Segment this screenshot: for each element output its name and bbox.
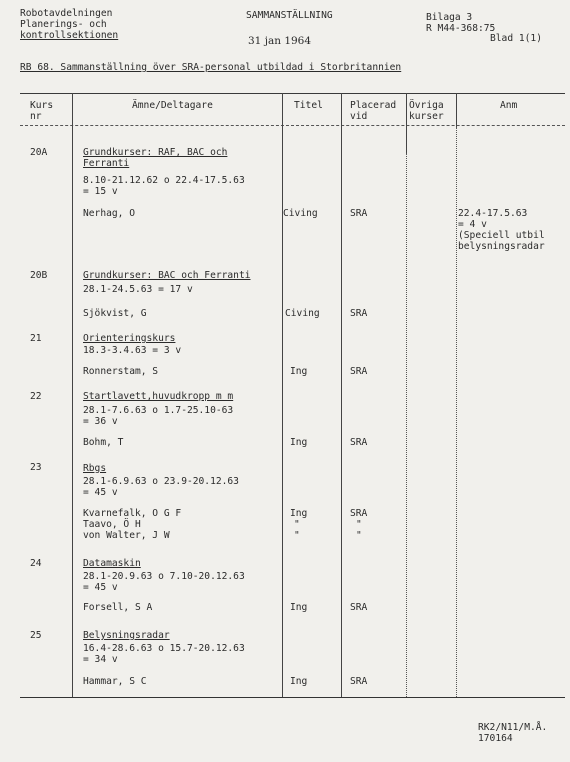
- footer-reference-line-2: 170164: [478, 733, 513, 744]
- course-number: 21: [30, 333, 42, 344]
- column-header-placerad-1: Placerad: [350, 100, 397, 111]
- row-note: (Speciell utbil: [458, 230, 545, 241]
- participant-name: von Walter, J W: [83, 530, 170, 541]
- column-divider: [282, 93, 283, 697]
- column-header-ovriga-2: kurser: [409, 111, 444, 122]
- column-header-anm: Anm: [500, 100, 518, 111]
- column-header-subject: Ämne/Deltagare: [132, 100, 213, 111]
- column-divider: [406, 153, 407, 697]
- participant-name: Nerhag, O: [83, 208, 135, 219]
- row-note: belysningsradar: [458, 241, 545, 252]
- table-bottom-border: [20, 697, 565, 698]
- participant-title: Ing: [290, 602, 308, 613]
- course-period: = 34 v: [83, 654, 118, 665]
- course-period: = 45 v: [83, 487, 118, 498]
- participant-name: Bohm, T: [83, 437, 124, 448]
- course-period: = 15 v: [83, 186, 118, 197]
- course-period: 28.1-6.9.63 o 23.9-20.12.63: [83, 476, 239, 487]
- participant-placed: ": [356, 519, 362, 530]
- participant-title: Ing: [290, 676, 308, 687]
- participant-placed: SRA: [350, 602, 368, 613]
- column-divider: [456, 93, 457, 127]
- course-period: 28.1-24.5.63 = 17 v: [83, 284, 193, 295]
- course-period: 28.1-20.9.63 o 7.10-20.12.63: [83, 571, 245, 582]
- header-right-line-2: R M44-368:75: [426, 23, 496, 34]
- course-number: 24: [30, 558, 42, 569]
- participant-title: Civing: [283, 208, 318, 219]
- course-name: Rbgs: [83, 463, 107, 474]
- participant-title: Ing: [290, 366, 308, 377]
- document-title: RB 68. Sammanställning över SRA-personal utbildad i Storbritannien: [20, 62, 402, 73]
- course-number: 23: [30, 462, 42, 473]
- header-right-line-1: Bilaga 3: [426, 12, 473, 23]
- participant-placed: SRA: [350, 437, 368, 448]
- participant-name: Taavo, Ö H: [83, 519, 141, 530]
- column-divider: [406, 93, 407, 153]
- participant-placed: SRA: [350, 308, 368, 319]
- course-number: 22: [30, 391, 42, 402]
- course-name: Startlavett,huvudkropp m m: [83, 391, 234, 402]
- participant-name: Hammar, S C: [83, 676, 147, 687]
- table-header-divider: [20, 125, 565, 126]
- course-name: Belysningsradar: [83, 630, 170, 641]
- course-period: = 36 v: [83, 416, 118, 427]
- participant-placed: SRA: [350, 366, 368, 377]
- header-right-line-3: Blad 1(1): [490, 33, 542, 44]
- header-date: 31 jan 1964: [248, 35, 312, 47]
- course-period: 28.1-7.6.63 o 1.7-25.10-63: [83, 405, 234, 416]
- participant-title: ": [294, 519, 300, 530]
- course-name: Grundkurser: BAC och Ferranti: [83, 270, 251, 281]
- column-divider: [456, 127, 457, 697]
- participant-name: Forsell, S A: [83, 602, 153, 613]
- row-note: 22.4-17.5.63: [458, 208, 528, 219]
- header-center-title: SAMMANSTÄLLNING: [246, 10, 333, 21]
- participant-title: ": [294, 530, 300, 541]
- column-header-title: Titel: [294, 100, 323, 111]
- course-period: = 45 v: [83, 582, 118, 593]
- table-top-border: [20, 93, 565, 94]
- course-name: Orienteringskurs: [83, 333, 176, 344]
- participant-placed: SRA: [350, 508, 368, 519]
- header-left-line-1: Robotavdelningen: [20, 8, 113, 19]
- header-left-line-2: Planerings- och: [20, 19, 107, 30]
- participant-name: Sjökvist, G: [83, 308, 147, 319]
- course-period: 16.4-28.6.63 o 15.7-20.12.63: [83, 643, 245, 654]
- participant-name: Ronnerstam, S: [83, 366, 159, 377]
- column-divider: [341, 93, 342, 697]
- course-period: 8.10-21.12.62 o 22.4-17.5.63: [83, 175, 245, 186]
- participant-title: Ing: [290, 508, 308, 519]
- row-note: = 4 v: [458, 219, 487, 230]
- participant-title: Ing: [290, 437, 308, 448]
- course-name: Grundkurser: RAF, BAC och: [83, 147, 228, 158]
- column-header-placerad-2: vid: [350, 111, 368, 122]
- participant-placed: SRA: [350, 676, 368, 687]
- course-name: Datamaskin: [83, 558, 141, 569]
- column-header-ovriga-1: Övriga: [409, 100, 444, 111]
- footer-reference-line-1: RK2/N11/M.Å.: [478, 722, 548, 733]
- participant-title: Civing: [285, 308, 320, 319]
- participant-name: Kvarnefalk, O G F: [83, 508, 182, 519]
- course-period: 18.3-3.4.63 = 3 v: [83, 345, 182, 356]
- participant-placed: SRA: [350, 208, 368, 219]
- course-number: 25: [30, 630, 42, 641]
- column-divider: [72, 93, 73, 697]
- column-header-kurs-2: nr: [30, 111, 42, 122]
- course-number: 20B: [30, 270, 48, 281]
- column-header-kurs-1: Kurs: [30, 100, 54, 111]
- participant-placed: ": [356, 530, 362, 541]
- course-name: Ferranti: [83, 158, 130, 169]
- course-number: 20A: [30, 147, 48, 158]
- header-left-line-3: kontrollsektionen: [20, 30, 119, 41]
